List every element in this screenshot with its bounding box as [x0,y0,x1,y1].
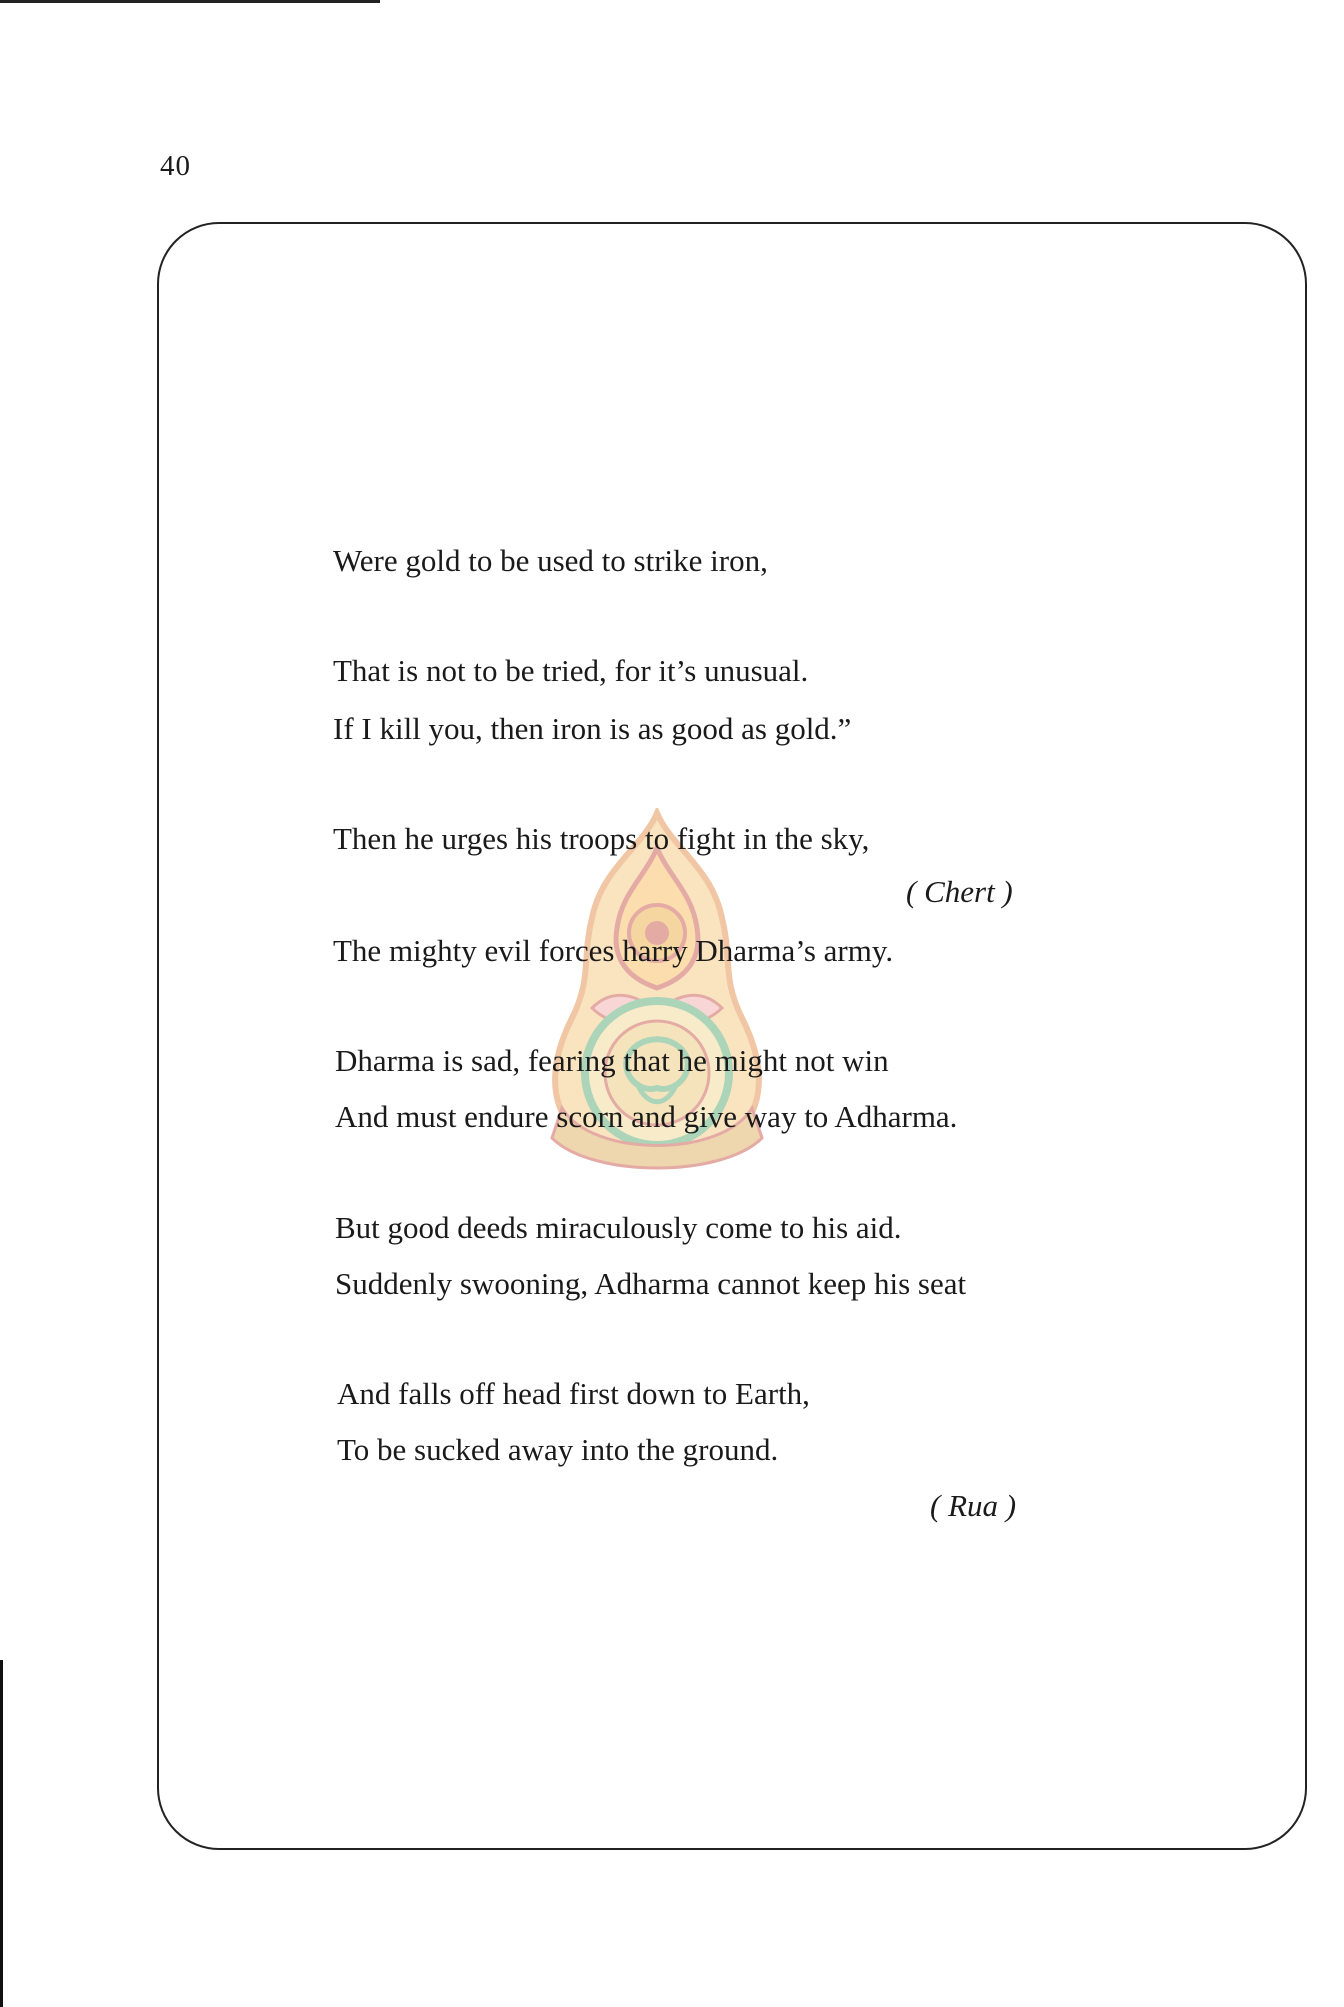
poem-line: That is not to be tried, for it’s unusual. [333,653,809,688]
scan-edge-left [0,1660,3,2007]
scan-edge-top [0,0,380,3]
poem-line: Then he urges his troops to fight in the sky, [333,821,870,856]
poem-line: To be sucked away into the ground. [337,1432,779,1467]
poem-line: The mighty evil forces harry Dharma’s army. [333,933,894,968]
meter-label: ( Rua ) [930,1488,1017,1523]
poem-line: Suddenly swooning, Adharma cannot keep his seat [335,1266,967,1301]
poem-line: Dharma is sad, fearing that he might not win [335,1043,889,1078]
poem-line: But good deeds miraculously come to his aid. [335,1210,902,1245]
poem-line: Were gold to be used to strike iron, [333,543,768,578]
poem-line: And must endure scorn and give way to Adharma. [335,1099,958,1134]
page-number: 40 [160,150,191,182]
poem-line: If I kill you, then iron is as good as gold.” [333,711,852,746]
meter-label: ( Chert ) [906,874,1013,909]
poem-line: And falls off head first down to Earth, [337,1376,810,1411]
